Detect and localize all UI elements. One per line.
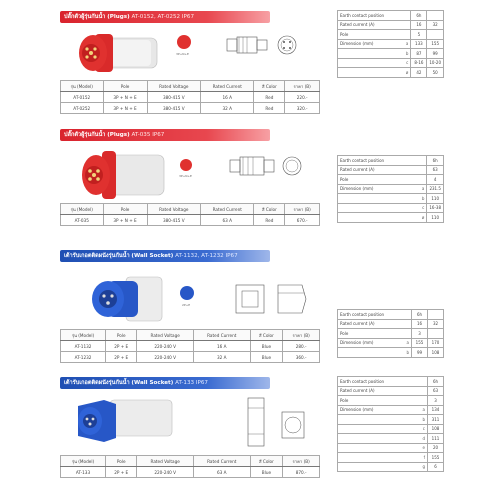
- wall-socket-photo: [70, 392, 180, 448]
- cell-current: 16 A: [193, 341, 250, 352]
- dim-row: Dimension (mm) a 155 170: [338, 338, 444, 348]
- table-row: [61, 103, 320, 114]
- cell-current: 63 A: [201, 215, 254, 226]
- cell-price: 220.-: [285, 92, 320, 103]
- cell-color: Red: [254, 92, 285, 103]
- cell-pole: 2P + E: [106, 341, 137, 352]
- section-plugs-16-32: [0, 0, 500, 125]
- dimension-table: [337, 10, 444, 78]
- dimension-table: [337, 155, 444, 223]
- dim-row: b 87 99: [338, 49, 444, 59]
- col-price: ราคา (B): [285, 204, 320, 215]
- dim-row: Pole 3: [338, 396, 444, 406]
- cell-voltage: 220-240 V: [137, 467, 194, 478]
- socket-technical-drawing: [232, 279, 312, 319]
- cell-color: Red: [254, 215, 285, 226]
- col-color: สี Color: [250, 456, 283, 467]
- dim-row: Rated current (A) 63: [338, 386, 444, 396]
- cell-pole: 3P + N + E: [103, 92, 147, 103]
- banner-models: AT-1132, AT-1232 IP67: [175, 253, 238, 259]
- dim-row: Earth contact position 6h: [338, 310, 444, 320]
- cell-current: 32 A: [201, 103, 254, 114]
- banner-thai-title: เต้ารับเกอตติดผนังรุ่นกันน้ำ: [64, 253, 130, 259]
- section-wall-socket-16-32: [0, 243, 500, 370]
- dim-row: Pole 4: [338, 175, 444, 185]
- cell-color: Blue: [250, 341, 283, 352]
- section-banner: [60, 129, 270, 141]
- cell-color: Blue: [250, 352, 283, 363]
- spec-table: [60, 455, 320, 478]
- cell-pole: 3P + N + E: [103, 103, 147, 114]
- socket-technical-drawing: [240, 394, 320, 452]
- dim-row: Earth contact position 6h: [338, 11, 444, 21]
- col-model: รุ่น (Model): [61, 204, 104, 215]
- wiring-label: 2P+E: [182, 303, 191, 307]
- cell-price: 870.-: [283, 467, 320, 478]
- cell-voltage: 220-240 V: [137, 352, 194, 363]
- section-banner: [60, 250, 270, 262]
- plug-technical-drawing: [225, 32, 305, 58]
- banner-eng-title: (Wall Socket): [131, 253, 174, 259]
- banner-eng-title: (Plugs): [107, 132, 130, 138]
- section-plugs-63: [0, 125, 500, 243]
- dim-row: e 20: [338, 443, 444, 453]
- section-banner: [60, 377, 270, 389]
- col-current: Rated Current: [193, 330, 250, 341]
- col-voltage: Rated Voltage: [137, 456, 194, 467]
- dim-row: f 155: [338, 453, 444, 463]
- col-pole: Pole: [106, 456, 137, 467]
- col-model: รุ่น (Model): [61, 456, 106, 467]
- dim-row: Earth contact position 6h: [338, 156, 444, 166]
- dim-row: c 16-38: [338, 203, 444, 213]
- pin-diagram-icon: [180, 286, 194, 300]
- table-row: [61, 92, 320, 103]
- cell-model: AT-0152: [61, 92, 104, 103]
- table-row: [61, 341, 320, 352]
- cell-color: Red: [254, 103, 285, 114]
- col-pole: Pole: [103, 204, 147, 215]
- dim-row: ø 42 50: [338, 68, 444, 78]
- dim-row: Dimension (mm) a 133 155: [338, 39, 444, 49]
- dim-row: Rated current (A) 16 32: [338, 20, 444, 30]
- cell-voltage: 380-415 V: [147, 215, 200, 226]
- cell-model: AT-133: [61, 467, 106, 478]
- cell-current: 32 A: [193, 352, 250, 363]
- cell-model: AT-1132: [61, 341, 106, 352]
- table-row: [61, 215, 320, 226]
- cell-price: 320.-: [285, 103, 320, 114]
- banner-thai-title: ปลั๊กตัวผู้รุ่นกันน้ำ: [64, 14, 106, 20]
- dim-row: g 6: [338, 462, 444, 472]
- col-model: รุ่น (Model): [61, 330, 106, 341]
- col-pole: Pole: [106, 330, 137, 341]
- cell-voltage: 380-415 V: [147, 92, 200, 103]
- col-color: สี Color: [254, 204, 285, 215]
- dim-row: b 311: [338, 415, 444, 425]
- banner-models: AT-035 IP67: [131, 132, 165, 138]
- cell-pole: 2P + E: [106, 467, 137, 478]
- cell-price: 360.-: [283, 352, 320, 363]
- banner-eng-title: (Plugs): [107, 14, 130, 20]
- banner-models: AT-0152, AT-0252 IP67: [131, 14, 195, 20]
- col-voltage: Rated Voltage: [147, 81, 200, 92]
- cell-model: AT-0252: [61, 103, 104, 114]
- cell-model: AT-035: [61, 215, 104, 226]
- banner-thai-title: เต้ารับเกอตติดผนังรุ่นกันน้ำ: [64, 380, 130, 386]
- dim-row: Pole 5: [338, 30, 444, 40]
- col-voltage: Rated Voltage: [137, 330, 194, 341]
- dim-row: c 8-16 10-20: [338, 58, 444, 68]
- cell-pole: 2P + E: [106, 352, 137, 363]
- plug-technical-drawing: [228, 153, 308, 179]
- banner-models: AT-133 IP67: [175, 380, 208, 386]
- col-color: สี Color: [254, 81, 285, 92]
- cell-price: 670.-: [285, 215, 320, 226]
- cell-price: 280.-: [283, 341, 320, 352]
- col-voltage: Rated Voltage: [147, 204, 200, 215]
- dim-row: d 111: [338, 434, 444, 444]
- wall-socket-photo: [88, 271, 168, 326]
- section-banner: [60, 11, 270, 23]
- dim-row: Rated current (A) 16 32: [338, 319, 444, 329]
- pin-diagram-icon: [180, 159, 192, 171]
- table-row: [61, 352, 320, 363]
- wiring-label: 3P+N+E: [179, 174, 192, 178]
- banner-eng-title: (Wall Socket): [131, 380, 174, 386]
- plug-photo: [75, 28, 165, 78]
- cell-model: AT-1232: [61, 352, 106, 363]
- dim-row: Dimension (mm) a 231.5: [338, 184, 444, 194]
- col-price: ราคา (B): [283, 330, 320, 341]
- pin-diagram-icon: [177, 35, 191, 49]
- dimension-table: [337, 309, 444, 358]
- dim-row: b 99 108: [338, 348, 444, 358]
- banner-thai-title: ปลั๊กตัวผู้รุ่นกันน้ำ: [64, 132, 106, 138]
- dim-row: b 110: [338, 194, 444, 204]
- spec-table: [60, 203, 320, 226]
- cell-pole: 3P + N + E: [103, 215, 147, 226]
- col-price: ราคา (B): [285, 81, 320, 92]
- col-color: สี Color: [250, 330, 283, 341]
- col-current: Rated Current: [201, 204, 254, 215]
- dim-row: Earth contact position 6h: [338, 377, 444, 387]
- col-price: ราคา (B): [283, 456, 320, 467]
- cell-voltage: 220-240 V: [137, 341, 194, 352]
- dim-row: Dimension (mm) a 134: [338, 405, 444, 415]
- cell-current: 63 A: [193, 467, 250, 478]
- col-current: Rated Current: [193, 456, 250, 467]
- cell-color: Blue: [250, 467, 283, 478]
- dimension-table: [337, 376, 444, 472]
- col-current: Rated Current: [201, 81, 254, 92]
- table-row: [61, 467, 320, 478]
- dim-row: ø 110: [338, 213, 444, 223]
- spec-table: [60, 80, 320, 114]
- col-model: รุ่น (Model): [61, 81, 104, 92]
- plug-photo: [78, 147, 168, 205]
- col-pole: Pole: [103, 81, 147, 92]
- spec-table: [60, 329, 320, 363]
- cell-voltage: 380-415 V: [147, 103, 200, 114]
- section-wall-socket-63: [0, 370, 500, 500]
- wiring-label: 3P+N+E: [176, 52, 189, 56]
- cell-current: 16 A: [201, 92, 254, 103]
- dim-row: Pole 3: [338, 329, 444, 339]
- dim-row: Rated current (A) 63: [338, 165, 444, 175]
- dim-row: c 108: [338, 424, 444, 434]
